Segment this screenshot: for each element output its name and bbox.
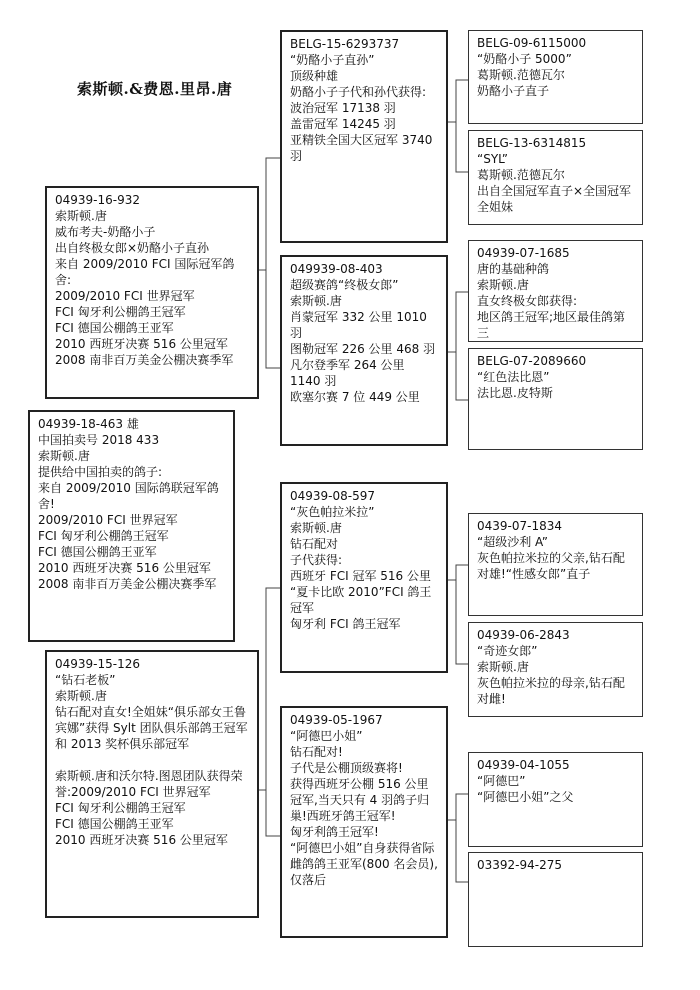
card-line: 04939-15-126 bbox=[55, 657, 141, 671]
great-grandparent-card-2 bbox=[468, 130, 643, 225]
card-line: 2010 西班牙决赛 516 公里冠军 bbox=[55, 337, 228, 351]
card-line: 来自 2009/2010 国际鸽联冠军鸽舍! bbox=[38, 481, 219, 511]
great-grandparent-card-1 bbox=[468, 30, 643, 124]
great-grandparent-card-6 bbox=[468, 622, 643, 717]
card-line: “阿德巴小姐”之父 bbox=[477, 790, 574, 804]
card-line: 地区鸽王冠军;地区最佳鸽第三 bbox=[477, 310, 626, 340]
card-line: 04939-08-597 bbox=[290, 489, 376, 503]
card-line: “阿德巴” bbox=[477, 774, 526, 788]
card-line: 法比恩.皮特斯 bbox=[477, 386, 553, 400]
card-line: 2008 南非百万美金公棚决赛季军 bbox=[38, 577, 217, 591]
card-line: 0439-07-1834 bbox=[477, 519, 563, 533]
card-line: 索斯顿.唐 bbox=[55, 689, 107, 703]
card-line: FCI 匈牙利公棚鸽王冠军 bbox=[55, 801, 186, 815]
card-line: 超级赛鸽“终极女郎” bbox=[290, 278, 399, 292]
card-line: 灰色帕拉米拉的父亲,钻石配对雄!“性感女郎”直子 bbox=[477, 551, 625, 581]
card-line: 威布考夫-奶酪小子 bbox=[55, 225, 156, 239]
card-line: BELG-07-2089660 bbox=[477, 354, 587, 368]
card-line: 钻石配对 bbox=[290, 537, 339, 551]
card-line: 049939-08-403 bbox=[290, 262, 383, 276]
card-line: “夏卡比欧 2010”FCI 鸽王冠军 bbox=[290, 585, 432, 615]
card-line: 唐的基础种鸽 bbox=[477, 262, 550, 276]
card-line: 奶酪小子直子 bbox=[477, 84, 550, 98]
card-line: BELG-15-6293737 bbox=[290, 37, 400, 51]
card-line: 来自 2009/2010 FCI 国际冠军鸽舍: bbox=[55, 257, 235, 287]
card-line: “阿德巴小姐”自身获得省际雌鸽鸽王亚军(800 名会员),仅落后 bbox=[290, 841, 438, 887]
card-line: “超级沙利 A” bbox=[477, 535, 548, 549]
great-grandparent-card-5 bbox=[468, 513, 643, 616]
card-line: 西班牙 FCI 冠军 516 公里 bbox=[290, 569, 431, 583]
card-line: 钻石配对直女!全姐妹“俱乐部女王鲁宾娜”获得 Sylt 团队俱乐部鸽王冠军和 2013 奖杯俱乐部冠军 bbox=[55, 705, 248, 751]
connector-gp3 bbox=[447, 565, 468, 664]
card-line: 中国拍卖号 2018 433 bbox=[38, 433, 160, 447]
card-line: 钻石配对! bbox=[290, 745, 343, 759]
connector-dam bbox=[258, 588, 280, 836]
card-line: 凡尔登季军 264 公里 1140 羽 bbox=[290, 358, 409, 388]
card-line: “奶酪小子直孙” bbox=[290, 53, 375, 67]
card-line: 波治冠军 17138 羽 bbox=[290, 101, 396, 115]
card-line: 04939-05-1967 bbox=[290, 713, 383, 727]
card-line: 04939-16-932 bbox=[55, 193, 141, 207]
card-line: 出自全国冠军直子×全国冠军全姐妹 bbox=[477, 184, 632, 214]
card-line: FCI 匈牙利公棚鸽王冠军 bbox=[38, 529, 169, 543]
card-line: 索斯顿.唐 bbox=[290, 294, 342, 308]
card-line: 索斯顿.唐和沃尔特.图恩团队获得荣誉:2009/2010 FCI 世界冠军 bbox=[55, 769, 243, 799]
grandsire-card-2 bbox=[280, 482, 448, 673]
card-line: 顶级种雄 bbox=[290, 69, 339, 83]
card-line: 出自终极女郎×奶酪小子直孙 bbox=[55, 241, 210, 255]
subject-card bbox=[45, 186, 259, 399]
card-line: 2010 西班牙决赛 516 公里冠军 bbox=[55, 833, 228, 847]
dam-card bbox=[45, 650, 259, 918]
card-line: 子代是公棚顶级赛将! bbox=[290, 761, 403, 775]
card-line: “奇迹女郎” bbox=[477, 644, 538, 658]
card-line: 匈牙利 FCI 鸽王冠军 bbox=[290, 617, 401, 631]
card-line: “阿德巴小姐” bbox=[290, 729, 363, 743]
auction-card bbox=[28, 410, 235, 642]
card-line: “奶酪小子 5000” bbox=[477, 52, 572, 66]
granddam-card-2 bbox=[280, 706, 448, 938]
card-line: 03392-94-275 bbox=[477, 858, 563, 872]
card-line: 2009/2010 FCI 世界冠军 bbox=[55, 289, 195, 303]
card-line: 亚精铁全国大区冠军 3740 羽 bbox=[290, 133, 437, 163]
card-line: “红色法比恩” bbox=[477, 370, 550, 384]
card-line: 奶酪小子子代和孙代获得: bbox=[290, 85, 427, 99]
granddam-card-1 bbox=[280, 255, 448, 446]
connector-gp4 bbox=[447, 794, 468, 882]
card-line: 2010 西班牙决赛 516 公里冠军 bbox=[38, 561, 211, 575]
card-line: 欧塞尔赛 7 位 449 公里 bbox=[290, 390, 420, 404]
card-line: 索斯顿.唐 bbox=[55, 209, 107, 223]
card-line: 04939-18-463 雄 bbox=[38, 417, 139, 431]
connector-gp2 bbox=[447, 292, 468, 400]
card-line: 灰色帕拉米拉的母亲,钻石配对雌! bbox=[477, 676, 625, 706]
card-line: 盖雷冠军 14245 羽 bbox=[290, 117, 396, 131]
card-line: “钻石老板” bbox=[55, 673, 116, 687]
card-line: 索斯顿.唐 bbox=[290, 521, 342, 535]
connector-subject bbox=[258, 158, 280, 368]
card-line: BELG-13-6314815 bbox=[477, 136, 587, 150]
card-line: 04939-04-1055 bbox=[477, 758, 570, 772]
great-grandparent-card-8 bbox=[468, 852, 643, 947]
card-line: “SYL” bbox=[477, 152, 508, 166]
card-line bbox=[55, 752, 249, 768]
card-line: FCI 德国公棚鸽王亚军 bbox=[55, 321, 174, 335]
card-line: 子代获得: bbox=[290, 553, 343, 567]
great-grandparent-card-4 bbox=[468, 348, 643, 450]
card-line: 索斯顿.唐 bbox=[477, 278, 529, 292]
card-line: 匈牙利鸽王冠军! bbox=[290, 825, 379, 839]
card-line: 索斯顿.唐 bbox=[477, 660, 529, 674]
great-grandparent-card-7 bbox=[468, 752, 643, 847]
card-line: 04939-06-2843 bbox=[477, 628, 570, 642]
card-line: 提供给中国拍卖的鸽子: bbox=[38, 465, 163, 479]
card-line: 获得西班牙公棚 516 公里冠军,当天只有 4 羽鸽子归巢!西班牙鸽王冠军! bbox=[290, 777, 430, 823]
card-line: 2009/2010 FCI 世界冠军 bbox=[38, 513, 178, 527]
card-line: 葛斯顿.范德瓦尔 bbox=[477, 68, 565, 82]
card-line: 04939-07-1685 bbox=[477, 246, 570, 260]
card-line: 图勒冠军 226 公里 468 羽 bbox=[290, 342, 436, 356]
card-line: “灰色帕拉米拉” bbox=[290, 505, 375, 519]
card-line: BELG-09-6115000 bbox=[477, 36, 587, 50]
great-grandparent-card-3 bbox=[468, 240, 643, 342]
grandsire-card-1 bbox=[280, 30, 448, 243]
card-line: FCI 匈牙利公棚鸽王冠军 bbox=[55, 305, 186, 319]
card-line: 2008 南非百万美金公棚决赛季军 bbox=[55, 353, 234, 367]
connector-gp1 bbox=[447, 80, 468, 172]
card-line: 葛斯顿.范德瓦尔 bbox=[477, 168, 565, 182]
card-line: FCI 德国公棚鸽王亚军 bbox=[38, 545, 157, 559]
card-line: 直女终极女郎获得: bbox=[477, 294, 578, 308]
card-line: FCI 德国公棚鸽王亚军 bbox=[55, 817, 174, 831]
pedigree-title: 索斯顿.&费恩.里昂.唐 bbox=[77, 80, 233, 98]
card-line: 肖蒙冠军 332 公里 1010 羽 bbox=[290, 310, 431, 340]
card-line: 索斯顿.唐 bbox=[38, 449, 90, 463]
